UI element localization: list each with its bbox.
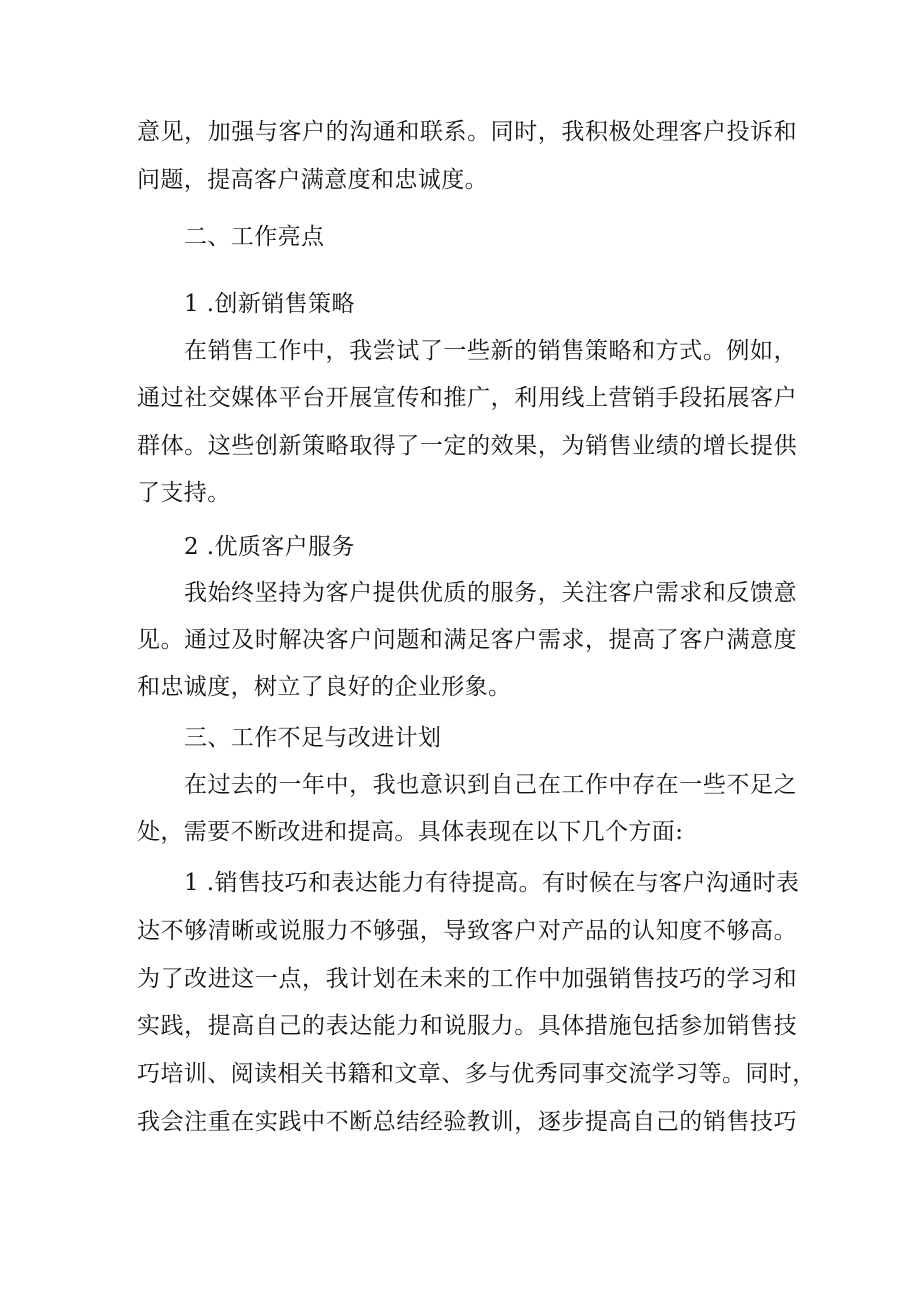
- paragraph-line: 为了改进这一点，我计划在未来的工作中加强销售技巧的学习和: [137, 966, 797, 992]
- subsection-heading: 2 .优质客户服务: [184, 534, 355, 560]
- paragraph-line: 达不够清晰或说服力不够强，导致客户对产品的认知度不够高。: [137, 918, 797, 944]
- section-heading: 三、工作不足与改进计划: [184, 725, 442, 751]
- paragraph-line: 我会注重在实践中不断总结经验教训，逐步提高自己的销售技巧: [137, 1109, 797, 1135]
- paragraph-line: 见。通过及时解决客户问题和满足客户需求，提高了客户满意度: [137, 627, 797, 653]
- paragraph-line: 在过去的一年中，我也意识到自己在工作中存在一些不足之: [184, 772, 797, 798]
- section-heading: 二、工作亮点: [184, 224, 325, 250]
- paragraph-line: 问题，提高客户满意度和忠诚度。: [137, 167, 488, 193]
- paragraph-line: 在销售工作中，我尝试了一些新的销售策略和方式。例如，: [184, 338, 797, 364]
- paragraph-line: 和忠诚度，树立了良好的企业形象。: [137, 674, 512, 700]
- paragraph-line: 处，需要不断改进和提高。具体表现在以下几个方面:: [137, 819, 684, 845]
- paragraph-line: 1 .销售技巧和表达能力有待提高。有时候在与客户沟通时表: [184, 870, 800, 896]
- paragraph-line: 意见，加强与客户的沟通和联系。同时，我积极处理客户投诉和: [137, 119, 797, 145]
- paragraph-line: 我始终坚持为客户提供优质的服务，关注客户需求和反馈意: [184, 580, 797, 606]
- paragraph-line: 实践，提高自己的表达能力和说服力。具体措施包括参加销售技: [137, 1013, 797, 1039]
- paragraph-line: 了支持。: [137, 480, 231, 506]
- subsection-heading: 1 .创新销售策略: [184, 291, 355, 317]
- paragraph-line: 群体。这些创新策略取得了一定的效果，为销售业绩的增长提供: [137, 433, 797, 459]
- paragraph-line: 通过社交媒体平台开展宣传和推广，利用线上营销手段拓展客户: [137, 385, 797, 411]
- paragraph-line: 巧培训、阅读相关书籍和文章、多与优秀同事交流学习等。同时，: [137, 1061, 816, 1087]
